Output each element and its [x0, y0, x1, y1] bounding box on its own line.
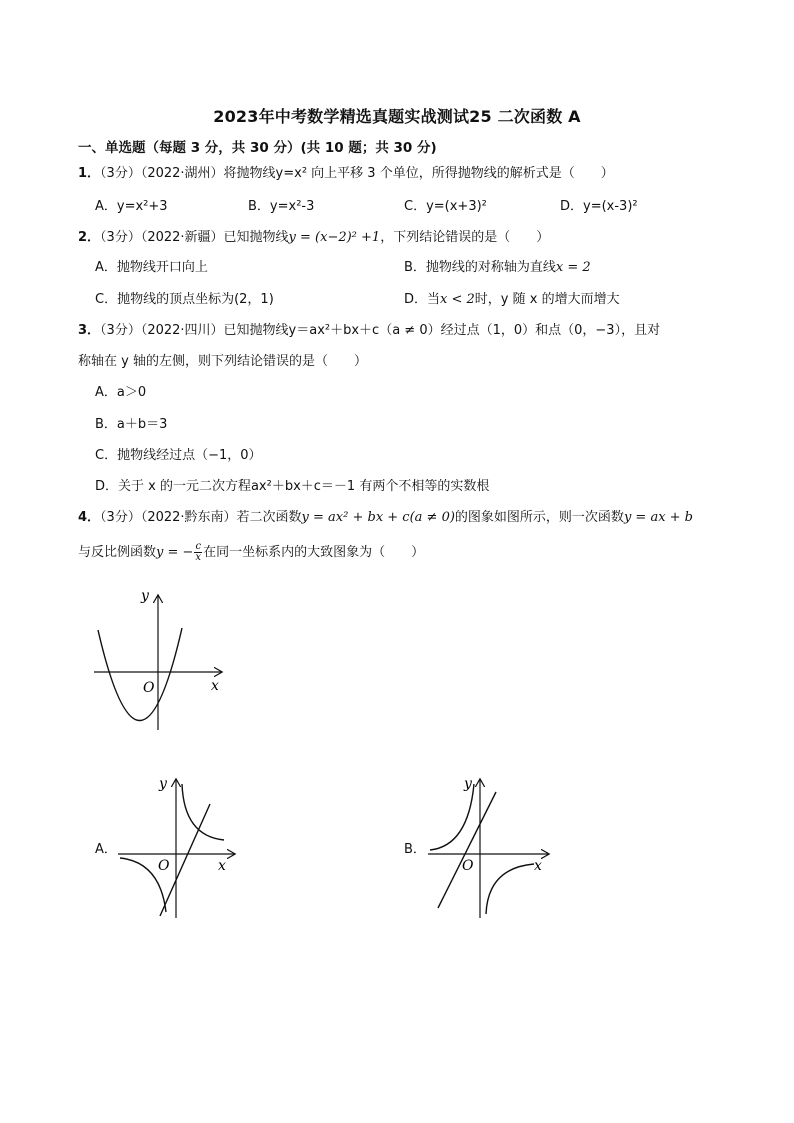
question-4-stem [78, 508, 693, 528]
q3-option-d: D．关于 x 的一元二次方程ax²＋bx＋c＝－1 有两个不相等的实数根 [95, 479, 490, 494]
y-axis-label: y [141, 588, 149, 604]
option-text: D．当 [404, 292, 441, 307]
math-expression: (2，1) [234, 292, 274, 307]
question-4-stem-cont [78, 542, 424, 563]
y-axis-label: y [159, 776, 167, 792]
question-text: ，下列结论错误的是（ ） [380, 230, 550, 245]
fraction [194, 542, 202, 563]
question-text: （3分）（2022·黔东南）若二次函数 [100, 510, 302, 525]
q3-option-c: C．抛物线经过点（−1，0） [95, 448, 262, 463]
math-expression: y = ax + b [623, 510, 693, 525]
option-b-graph [422, 770, 557, 920]
origin-label: O [143, 680, 155, 696]
origin-label: O [462, 858, 474, 874]
q1-option-b: B．y=x²-3 [248, 199, 315, 214]
option-text: B．抛物线的对称轴为直线 [404, 260, 556, 275]
parabola-graph [88, 582, 238, 732]
question-text: 在同一坐标系内的大致图象为（ ） [203, 545, 425, 560]
q2-option-b [404, 258, 591, 278]
question-number: 1． [78, 166, 101, 181]
question-number: 2． [78, 230, 101, 245]
question-2-stem [78, 228, 549, 248]
y-axis-label: y [464, 776, 472, 792]
question-3-stem [78, 321, 660, 341]
question-1-stem [78, 164, 614, 184]
math-expression: x < 2 [440, 292, 475, 307]
origin-label: O [158, 858, 170, 874]
question-3-stem-cont: 称轴在 y 轴的左侧，则下列结论错误的是（ ） [78, 354, 367, 369]
q1-option-a: A．y=x²+3 [95, 199, 168, 214]
math-expression: y = − [156, 545, 194, 560]
math-expression: y = ax² + bx + c(a ≠ 0) [301, 510, 455, 525]
option-text: C．抛物线的顶点坐标为 [95, 292, 235, 307]
parabola-curve [98, 628, 182, 721]
fraction-denominator: x [195, 552, 202, 563]
q1-option-c: C．y=(x+3)² [404, 199, 487, 214]
math-expression: y = (x−2)² +1 [288, 230, 381, 245]
linear-function-line [438, 792, 496, 908]
q2-option-d [404, 290, 620, 310]
hyperbola-branch [182, 784, 224, 840]
option-text: 时，y 随 x 的增大而增大 [474, 292, 620, 307]
fraction-numerator: c [195, 541, 202, 552]
q3-option-a: A．a＞0 [95, 385, 147, 400]
x-axis-label: x [211, 678, 219, 694]
hyperbola-branch [430, 784, 474, 850]
math-expression: x = 2 [555, 260, 591, 275]
option-a-graph [112, 770, 242, 920]
question-text: （3分）（2022·湖州）将抛物线y=x² 向上平移 3 个单位，所得抛物线的解析式是（ ） [100, 166, 614, 181]
section-heading: 一、单选题（每题 3 分，共 30 分）(共 10 题；共 30 分) [78, 140, 437, 156]
question-text: 与反比例函数 [78, 545, 157, 560]
question-number: 4． [78, 510, 101, 525]
q4-option-a-label: A． [95, 842, 117, 857]
q2-option-a: A．抛物线开口向上 [95, 260, 208, 275]
q3-option-b: B．a＋b＝3 [95, 417, 168, 432]
x-axis-label: x [218, 858, 226, 874]
question-text: （3分）（2022·新疆）已知抛物线 [100, 230, 289, 245]
question-text: （3分）（2022·四川）已知抛物线y＝ax²＋bx＋c（a ≠ 0）经过点（1，0）和点（0，−3），且对 [100, 323, 661, 338]
q1-option-d: D．y=(x-3)² [560, 199, 638, 214]
q2-option-c [95, 290, 274, 310]
page-title: 2023年中考数学精选真题实战测试25 二次函数 A [213, 107, 581, 126]
hyperbola-branch [486, 864, 534, 914]
question-text: 的图象如图所示，则一次函数 [454, 510, 624, 525]
x-axis-label: x [534, 858, 542, 874]
q4-option-b-label: B． [404, 842, 426, 857]
question-number: 3． [78, 323, 101, 338]
